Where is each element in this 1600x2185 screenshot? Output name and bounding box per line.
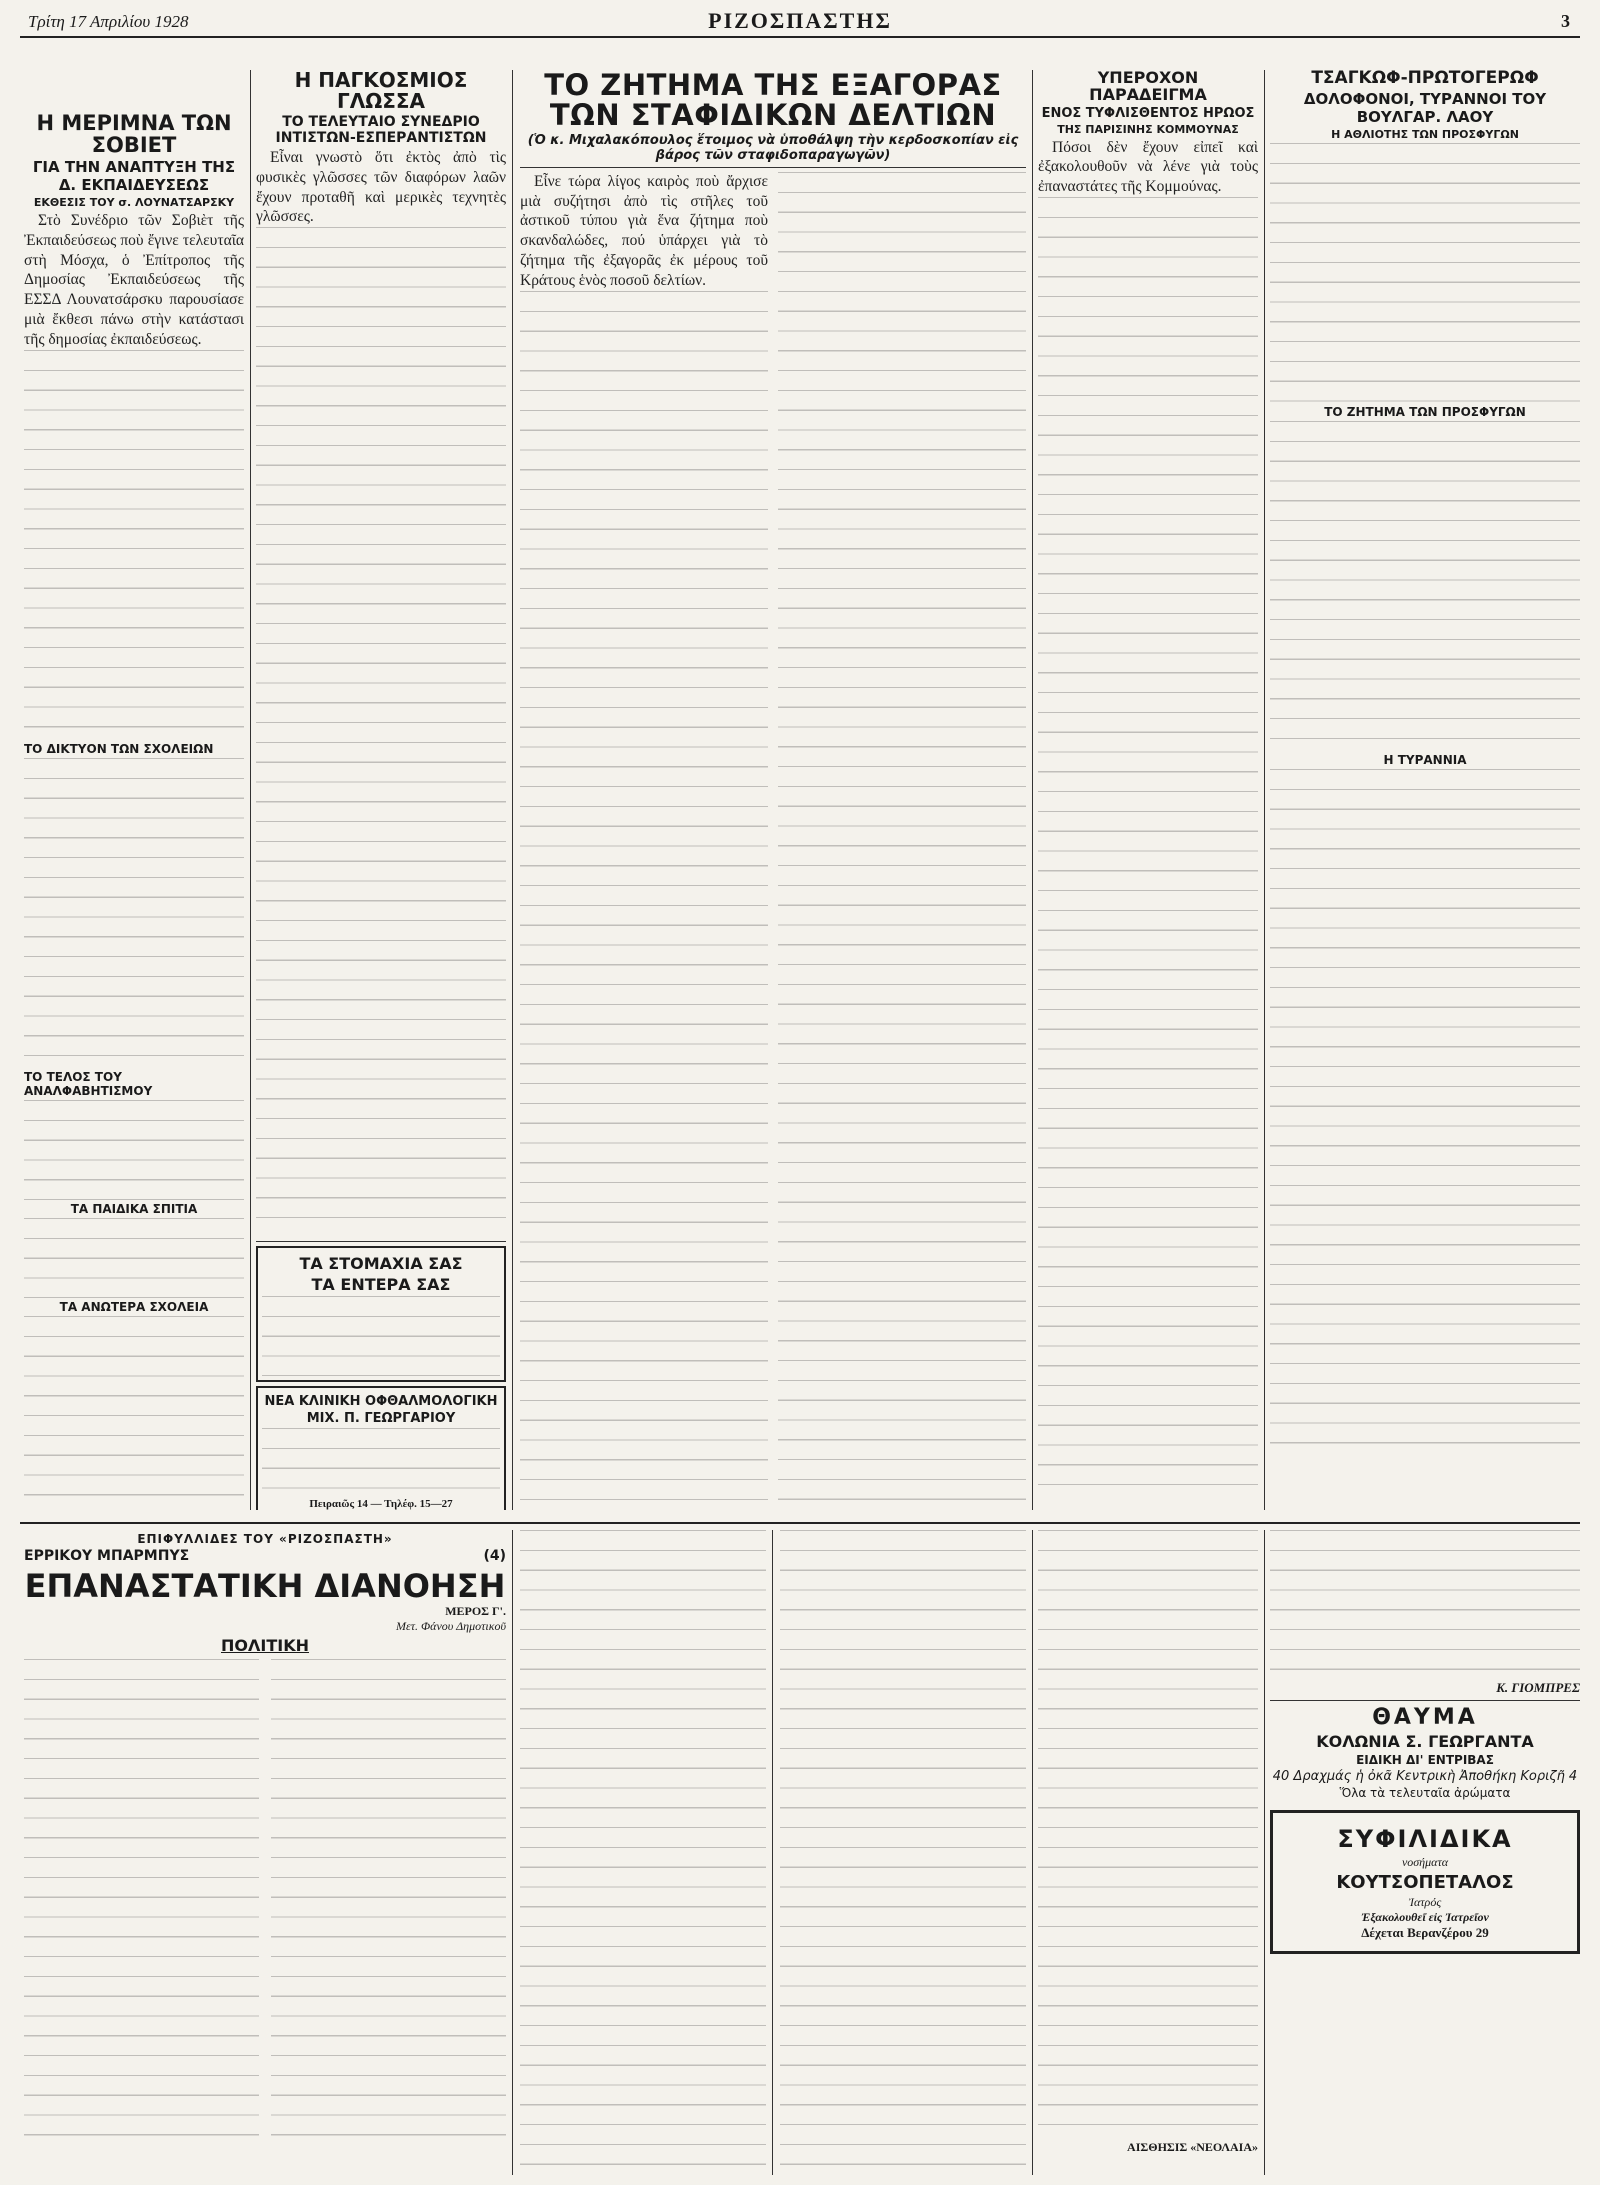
- advertisement-ophthalmology-clinic: [256, 1386, 506, 1510]
- section-heading: ΤΑ ΠΑΙΔΙΚΑ ΣΠΙΤΙΑ: [70, 1201, 198, 1216]
- article-body-text: [1270, 1530, 1580, 1680]
- column-rule: [1264, 1530, 1265, 2175]
- serial-continuation: [1038, 1530, 1258, 2170]
- ad-doctor-role: Ἰατρός: [1408, 1895, 1442, 1909]
- advertisement-stomach: [256, 1246, 506, 1382]
- ad-product-sub: ΕΙΔΙΚΗ ΔΙ' ΕΝΤΡΙΒΑΣ: [1356, 1753, 1494, 1767]
- serial-title: ΕΠΑΝΑΣΤΑΤΙΚΗ ΔΙΑΝΟΗΣΗ: [24, 1567, 506, 1605]
- ad-footer-note: ΑΙΣΘΗΣΙΣ «ΝΕΟΛΑΙΑ»: [1127, 2140, 1258, 2154]
- ad-doctor-name: ΜΙΧ. Π. ΓΕΩΡΓΑΡΙΟΥ: [306, 1411, 456, 1427]
- article-subheadline: ΔΟΛΟΦΟΝΟΙ, ΤΥΡΑΝΝΟΙ ΤΟΥ ΒΟΥΛΓΑΡ. ΛΑΟΥ: [1303, 89, 1547, 126]
- section-heading: Η ΤΥΡΑΝΝΙΑ: [1383, 752, 1467, 767]
- ad-headline: ΣΥΦΙΛΙΔΙΚΑ: [1337, 1825, 1513, 1853]
- article-subheadline: (Ὁ κ. Μιχαλακόπουλος ἕτοιμος νὰ ὑποθάλψη τὴν κερδοσκοπίαν εἰς βάρος τῶν σταφιδοπαραγωγῶν): [527, 132, 1019, 163]
- article-body-text: [778, 172, 1026, 1502]
- serial-article: [24, 1530, 506, 2175]
- masthead: [20, 6, 1580, 38]
- article-headline: ΥΠΕΡΟΧΟΝ ΠΑΡΑΔΕΙΓΜΑ: [1089, 70, 1207, 104]
- serial-installment-number: (4): [483, 1548, 506, 1564]
- ad-street: Δέχεται Βερανζέρου 29: [1361, 1925, 1489, 1940]
- ad-address: 40 Δραχμάς ἡ ὀκᾶ Κεντρικὴ Ἀποθήκη Κοριζῆ 4: [1272, 1769, 1578, 1784]
- ad-phone: Πειραιῶς 14 — Τηλέφ. 15—27: [309, 1498, 453, 1510]
- advertisements-right: [1270, 1530, 1580, 2175]
- ad-body-text: [262, 1296, 500, 1376]
- ad-doctor-name: ΚΟΥΤΣΟΠΕΤΑΛΟΣ: [1336, 1872, 1514, 1893]
- serial-series-label: ΕΠΙΦΥΛΛΙΔΕΣ ΤΟΥ «ΡΙΖΟΣΠΑΣΤΗ»: [137, 1532, 393, 1546]
- article-headline: Η ΜΕΡΙΜΝΑ ΤΩΝ ΣΟΒΙΕΤ: [36, 112, 232, 158]
- serial-body-text: [24, 1659, 259, 2149]
- article-raisin-bonds: [520, 70, 1026, 1510]
- article-body-text: [24, 1100, 244, 1200]
- serial-continuation: [520, 1530, 766, 2170]
- article-soviet-education: [24, 112, 244, 1512]
- article-subheadline: ΓΙΑ ΤΗΝ ΑΝΑΠΤΥΞΗ ΤΗΣ Δ. ΕΚΠΑΙΔΕΥΣΕΩΣ: [32, 158, 236, 195]
- section-heading: ΤΟ ΖΗΤΗΜΑ ΤΩΝ ΠΡΟΣΦΥΓΩΝ: [1324, 404, 1526, 419]
- article-body-text: [1270, 421, 1580, 751]
- serial-translator: Μετ. Φάνου Δημοτικοῦ: [396, 1618, 506, 1633]
- section-heading: ΤΟ ΤΕΛΟΣ ΤΟΥ ΑΝΑΛΦΑΒΗΤΙΣΜΟΥ: [24, 1069, 153, 1098]
- ad-subtitle: νοσήματα: [1401, 1855, 1449, 1869]
- serial-section-heading: ΠΟΛΙΤΙΚΗ: [221, 1635, 309, 1655]
- article-body-text: [1270, 769, 1580, 1459]
- ad-note: Ὅλα τὰ τελευταῖα ἀρώματα: [1339, 1786, 1511, 1800]
- serial-author: ΕΡΡΙΚΟΥ ΜΠΑΡΜΠΥΣ: [24, 1548, 190, 1564]
- ad-address: Ἐξακολουθεῖ εἰς Ἰατρεῖον: [1361, 1910, 1489, 1924]
- section-heading: ΤΟ ΔΙΚΤΥΟΝ ΤΩΝ ΣΧΟΛΕΙΩΝ: [24, 741, 214, 756]
- column-rule: [512, 1530, 513, 2175]
- column-rule: [772, 1530, 773, 2175]
- article-lead-paragraph: Εἶναι γνωστὸ ὅτι ἐκτὸς ἀπὸ τὶς φυσικὲς γλῶσσες τῶν διαφόρων λαῶν ἔχουν προταθῆ καὶ μερικὲς τεχνητὲς γλῶσσες.: [256, 149, 506, 226]
- article-universal-language: [256, 70, 506, 1510]
- article-bulgarian-tyrants: [1270, 70, 1580, 1510]
- article-paris-commune-hero: [1038, 70, 1258, 1510]
- serial-part: ΜΕΡΟΣ Γ'.: [445, 1603, 506, 1618]
- ad-product-name: ΚΟΛΩΝΙΑ Σ. ΓΕΩΡΓΑΝΤΑ: [1316, 1732, 1534, 1751]
- section-heading: ΤΑ ΑΝΩΤΕΡΑ ΣΧΟΛΕΙΑ: [59, 1299, 209, 1314]
- article-body-text: [24, 758, 244, 1068]
- section-divider: [20, 1522, 1580, 1524]
- article-headline: ΤΣΑΓΚΩΦ-ΠΡΩΤΟΓΕΡΩΦ: [1311, 70, 1539, 88]
- ad-title: ΝΕΑ ΚΛΙΝΙΚΗ ΟΦΘΑΛΜΟΛΟΓΙΚΗ: [264, 1394, 498, 1410]
- ad-body-text: [262, 1428, 500, 1498]
- column-rule: [1032, 70, 1033, 1510]
- serial-body-text: [1038, 1530, 1258, 2140]
- article-body-text: [520, 291, 768, 1510]
- column-rule: [1032, 1530, 1033, 2175]
- ad-title: ΤΑ ΣΤΟΜΑΧΙΑ ΣΑΣ: [299, 1254, 463, 1274]
- ad-title: ΤΑ ΕΝΤΕΡΑ ΣΑΣ: [311, 1275, 451, 1295]
- serial-continuation: [780, 1530, 1026, 2170]
- serial-body-text: [520, 1530, 766, 2170]
- article-body-text: [256, 227, 506, 1237]
- article-body-text: [1270, 143, 1580, 403]
- column-rule: [512, 70, 513, 1510]
- article-headline: Η ΠΑΓΚΟΣΜΙΟΣ ΓΛΩΣΣΑ: [294, 70, 468, 113]
- article-body-text: [24, 1218, 244, 1298]
- article-body-text: [24, 350, 244, 740]
- article-lead-paragraph: Πόσοι δὲν ἔχουν εἰπεῖ καὶ ἐξακολουθοῦν νὰ λένε γιὰ τοὺς ἐπαναστάτες τῆς Κομμούνας.: [1038, 138, 1258, 196]
- ad-headline: ΘΑΥΜΑ: [1372, 1705, 1478, 1730]
- article-subheadline: ΤΗΣ ΠΑΡΙΣΙΝΗΣ ΚΟΜΜΟΥΝΑΣ: [1057, 122, 1239, 136]
- column-rule: [250, 70, 251, 1510]
- article-byline: ΕΚΘΕΣΙΣ ΤΟΥ σ. ΛΟΥΝΑΤΣΑΡΣΚΥ: [33, 196, 235, 210]
- serial-body-text: [780, 1530, 1026, 2170]
- article-body-text: [24, 1316, 244, 1512]
- article-headline: ΤΟ ΖΗΤΗΜΑ ΤΗΣ ΕΞΑΓΟΡΑΣ ΤΩΝ ΣΤΑΦΙΔΙΚΩΝ ΔΕΛΤΙΩΝ: [544, 70, 1002, 133]
- section-heading: Η ΑΘΛΙΟΤΗΣ ΤΩΝ ΠΡΟΣΦΥΓΩΝ: [1331, 127, 1519, 141]
- page-number: 3: [1561, 11, 1570, 31]
- article-signoff: Κ. ΓΙΟΜΠΡΕΣ: [1496, 1680, 1580, 1695]
- article-subheadline: ΕΝΟΣ ΤΥΦΛΙΣΘΕΝΤΟΣ ΗΡΩΟΣ: [1041, 105, 1255, 121]
- article-lead-paragraph: Εἶνε τώρα λίγος καιρὸς ποὺ ἄρχισε μιὰ συζήτησι ἀπὸ τὶς στῆλες τοῦ ἀστικοῦ τύπου γιὰ ἕνα ζήτημα ποὺ σκανδαλώδες, πού ὑπάρχει γιὰ τὸ ζήτημα τῆς ἐξαγορᾶς ἐκ μέρους τοῦ Κράτους ἑνὸς ποσοῦ δελτίων.: [520, 172, 768, 289]
- serial-body-text: [271, 1659, 506, 2149]
- article-lead-paragraph: Στὸ Συνέδριο τῶν Σοβιὲτ τῆς Ἐκπαιδεύσεως ποὺ ἔγινε τελευταῖα στὴ Μόσχα, ὁ Ἐπίτροπος τῆς Δημοσίας Ἐκπαιδεύσεως τῆς ΕΣΣΔ Λουνατσάρσκυ παρουσίασε μιὰ ἔκθεσι πάνω στὴν κατάστασι τῆς δημοσίας ἐκπαιδεύσεως.: [24, 212, 244, 348]
- article-body-text: [1038, 197, 1258, 1487]
- newspaper-name: ΡΙΖΟΣΠΑΣΤΗΣ: [708, 8, 892, 33]
- article-subheadline: ΤΟ ΤΕΛΕΥΤΑΙΟ ΣΥΝΕΔΡΙΟ ΙΝΤΙΣΤΩΝ-ΕΣΠΕΡΑΝΤΙΣΤΩΝ: [275, 114, 487, 146]
- advertisement-doctor: [1270, 1810, 1580, 1954]
- issue-date: Τρίτη 17 Απριλίου 1928: [28, 12, 189, 31]
- column-rule: [1264, 70, 1265, 1510]
